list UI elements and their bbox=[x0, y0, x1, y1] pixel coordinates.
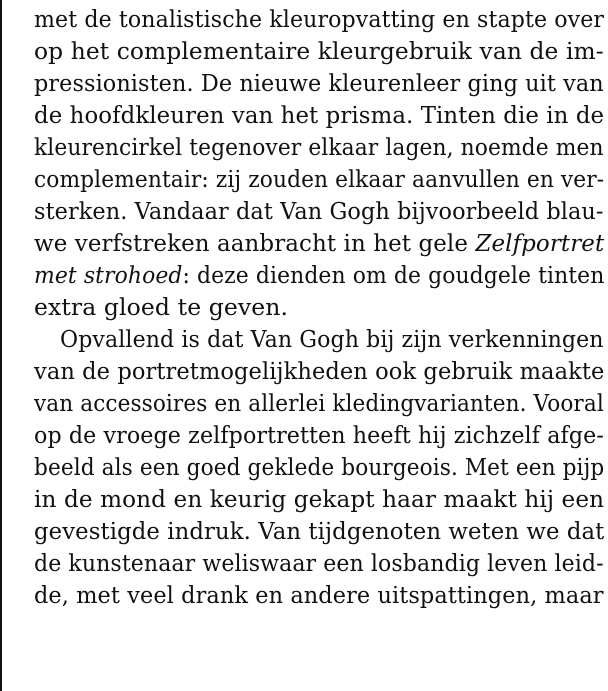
text-line: de hoofdkleuren van het prisma. Tinten die in de bbox=[34, 101, 605, 129]
text-line: kleurencirkel tegenover elkaar lagen, noemde men bbox=[34, 133, 604, 161]
text-line: de, met veel drank en andere uitspattingen, maar bbox=[34, 581, 604, 609]
text-line bbox=[34, 259, 604, 291]
text-line: de kunstenaar weliswaar een losbandig leven leid- bbox=[34, 549, 604, 577]
text-line: gevestigde indruk. Van tijdgenoten weten we dat bbox=[34, 517, 605, 545]
text-line: op de vroege zelfportretten heeft hij zichzelf afge- bbox=[34, 421, 604, 449]
artwork-title: Zelfportret bbox=[475, 229, 605, 257]
text-line: complementair: zij zouden elkaar aanvullen en ver- bbox=[34, 165, 605, 193]
text-run: : deze dienden om de goudgele tinten bbox=[182, 261, 605, 289]
text-line: sterken. Vandaar dat Van Gogh bijvoorbeeld blau- bbox=[34, 197, 604, 225]
text-line bbox=[34, 227, 604, 259]
text-line: met de tonalistische kleuropvatting en stapte over bbox=[34, 5, 605, 33]
text-line: van accessoires en allerlei kledingvarianten. Vooral bbox=[34, 389, 604, 417]
artwork-title: met strohoed bbox=[34, 261, 183, 289]
text-run: we verfstreken aanbracht in het gele bbox=[34, 229, 476, 257]
page-edge-rule bbox=[0, 0, 2, 691]
text-line: in de mond en keurig gekapt haar maakt hij een bbox=[34, 485, 605, 513]
text-line: op het complementaire kleurgebruik van de im- bbox=[34, 37, 604, 65]
text-line: van de portretmogelijkheden ook gebruik maakte bbox=[34, 357, 605, 385]
text-line: extra gloed te geven. bbox=[34, 293, 289, 321]
text-line: beeld als een goed geklede bourgeois. Met een pijp bbox=[34, 453, 605, 481]
text-line: Opvallend is dat Van Gogh bij zijn verkenningen bbox=[60, 325, 604, 353]
text-line: pressionisten. De nieuwe kleurenleer ging uit van bbox=[34, 69, 604, 97]
